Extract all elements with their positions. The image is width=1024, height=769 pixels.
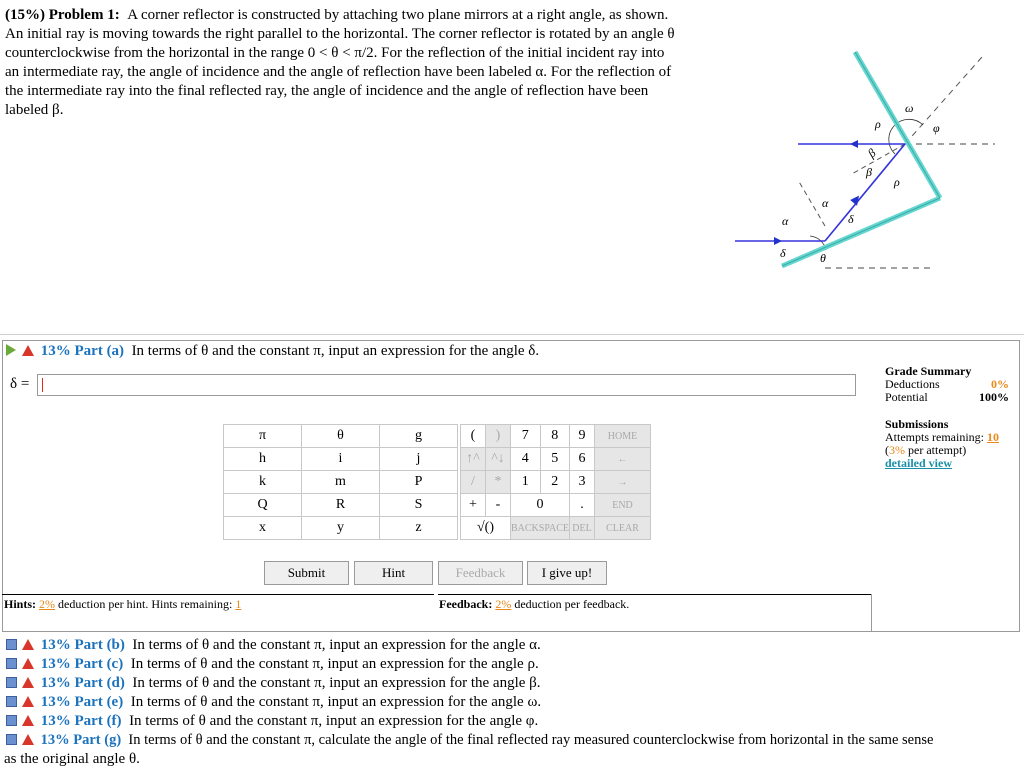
collapsed-icon[interactable] [6,639,17,650]
potential-label: Potential [885,390,928,404]
key-j[interactable]: j [380,448,458,471]
deductions-label: Deductions [885,377,940,391]
attempts-label: Attempts remaining: [885,430,984,444]
warning-icon [22,734,34,745]
part-percent: 13% [40,732,70,748]
key-9[interactable]: 9 [570,425,595,448]
part-prompt: In terms of θ and the constant π, input an expression for the angle δ. [131,343,540,359]
key-decimal[interactable]: . [570,494,595,517]
per-attempt-text: per attempt) [908,443,967,457]
per-attempt-pct: 3% [889,443,905,457]
key-right-arrow[interactable]: → [595,471,651,494]
key-3[interactable]: 3 [570,471,595,494]
grade-summary: Grade Summary Deductions 0% Potential 100% Submissions Attempts remaining: 10 (3% per attempt) detailed view [885,364,1009,470]
key-plus[interactable]: + [461,494,486,517]
key-8[interactable]: 8 [540,425,570,448]
key-S[interactable]: S [380,494,458,517]
problem-line: An initial ray is moving towards the right parallel to the horizontal. The corner reflector is rotated by an angle θ [5,26,675,42]
collapsed-icon[interactable] [6,677,17,688]
part-prompt: In terms of θ and the constant π, input an expression for the angle ω. [130,694,542,710]
key-0[interactable]: 0 [511,494,570,517]
hints-label: Hints: [4,597,37,611]
potential-value: 100% [979,390,1009,404]
problem-line: A corner reflector is constructed by attaching two plane mirrors at a right angle, as shown. [127,7,669,23]
diagram-label-alpha: α [782,214,789,228]
problem-statement [5,6,720,120]
part-g-header[interactable] [6,732,933,749]
part-g-prompt-cont: as the original angle θ. [4,751,140,767]
diagram-label-phi: φ [933,121,940,135]
key-close-paren[interactable]: ) [486,425,511,448]
divider [438,594,872,595]
hints-text: deduction per hint. Hints remaining: [58,597,233,611]
key-theta[interactable]: θ [302,425,380,448]
diagram-label-theta: θ [820,251,826,265]
diagram-label-rho: ρ [894,175,900,189]
key-down-arrow[interactable]: ^↓ [486,448,511,471]
key-backspace[interactable]: BACKSPACE [511,517,570,540]
warning-icon [22,715,34,726]
submit-button[interactable]: Submit [264,561,349,585]
attempts-value: 10 [986,430,999,444]
part-prompt: In terms of θ and the constant π, input an expression for the angle β. [132,675,541,691]
key-2[interactable]: 2 [540,471,570,494]
part-percent: 13% [40,343,71,359]
key-up-arrow[interactable]: ↑^ [461,448,486,471]
grade-title: Grade Summary [885,364,972,378]
key-minus[interactable]: - [486,494,511,517]
text-cursor [42,378,43,392]
diagram-label-delta: δ [780,246,786,260]
key-x[interactable]: x [224,517,302,540]
key-pi[interactable]: π [224,425,302,448]
part-label: Part (d) [74,675,125,691]
part-percent: 13% [40,694,71,710]
collapsed-icon[interactable] [6,734,17,745]
problem-line: counterclockwise from the horizontal in the range 0 < θ < π/2. For the reflection of the initial incident ray into [5,45,665,61]
feedback-text: deduction per feedback. [514,597,630,611]
feedback-label: Feedback: [439,597,493,611]
expand-arrow-icon[interactable] [6,344,16,356]
key-1[interactable]: 1 [511,471,541,494]
hints-info [4,597,241,612]
part-label: Part (e) [74,694,124,710]
ray-arrow-icon [850,193,863,206]
key-y[interactable]: y [302,517,380,540]
warning-icon [22,658,34,669]
key-clear[interactable]: CLEAR [595,517,651,540]
intermediate-ray [825,144,905,241]
warning-icon [22,696,34,707]
answer-label: δ = [10,376,30,392]
feedback-deduction: 2% [495,597,512,611]
diagram-label-rho: ρ [875,117,881,131]
diagram-label-beta: β [864,145,879,161]
key-end[interactable]: END [595,494,651,517]
problem-header: (15%) Problem 1: [5,7,120,23]
problem-line: an intermediate ray, the angle of incidence and the angle of reflection have been labeled α. For the reflection of [5,64,672,80]
normal-line [850,144,905,175]
warning-icon [22,345,34,356]
feedback-button[interactable]: Feedback [438,561,523,585]
part-label: Part (f) [74,713,122,729]
submissions-title: Submissions [885,417,949,431]
normal-line [798,180,825,226]
warning-icon [22,639,34,650]
warning-icon [22,677,34,688]
mirror-extension-line [905,57,982,144]
part-percent: 13% [40,656,71,672]
divider [871,594,872,632]
part-percent: 13% [40,637,71,653]
part-f-header[interactable] [6,713,538,730]
part-b-header[interactable] [6,637,541,654]
part-percent: 13% [40,675,71,691]
numeric-keypad [460,424,651,540]
key-5[interactable]: 5 [540,448,570,471]
answer-input[interactable] [37,374,856,396]
key-open-paren[interactable]: ( [461,425,486,448]
key-left-arrow[interactable]: ← [595,448,651,471]
key-sqrt[interactable]: √() [461,517,511,540]
diagram-label-alpha: α [822,196,829,210]
key-6[interactable]: 6 [570,448,595,471]
key-i[interactable]: i [302,448,380,471]
divider [2,594,434,595]
part-label: Part (a) [74,343,125,359]
key-P[interactable]: P [380,471,458,494]
collapsed-icon[interactable] [6,715,17,726]
collapsed-icon[interactable] [6,658,17,669]
part-percent: 13% [40,713,71,729]
hints-remaining: 1 [235,597,242,611]
diagram-label-delta: δ [848,212,854,226]
key-m[interactable]: m [302,471,380,494]
diagram-label-omega: ω [905,101,914,115]
key-z[interactable]: z [380,517,458,540]
ray-arrow-icon [774,237,782,245]
part-prompt: In terms of θ and the constant π, input an expression for the angle φ. [129,713,539,729]
part-a-header[interactable] [6,343,539,360]
key-multiply[interactable]: * [486,471,511,494]
key-k[interactable]: k [224,471,302,494]
part-prompt: In terms of θ and the constant π, input an expression for the angle ρ. [130,656,539,672]
part-prompt: In terms of θ and the constant π, input an expression for the angle α. [132,637,541,653]
key-home[interactable]: HOME [595,425,651,448]
detailed-view-link[interactable]: detailed view [885,456,952,470]
part-prompt: In terms of θ and the constant π, calculate the angle of the final reflected ray measured counterclockwise from horizontal in the same sense [128,732,934,748]
key-4[interactable]: 4 [511,448,541,471]
corner-reflector-diagram [725,40,1000,280]
give-up-button[interactable]: I give up! [527,561,607,585]
part-label: Part (b) [74,637,125,653]
key-h[interactable]: h [224,448,302,471]
deductions-value: 0% [991,377,1009,391]
divider [0,334,1024,335]
ray-arrow-icon [850,140,858,148]
part-c-header[interactable] [6,656,539,673]
hint-deduction: 2% [39,597,56,611]
part-label: Part (c) [74,656,124,672]
key-g[interactable]: g [380,425,458,448]
key-divide[interactable]: / [461,471,486,494]
feedback-info [439,597,629,612]
problem-line: the intermediate ray into the final reflected ray, the angle of incidence and the angle of reflection have been [5,83,649,99]
variable-keypad [223,424,458,540]
collapsed-icon[interactable] [6,696,17,707]
part-e-header[interactable] [6,694,541,711]
hint-button[interactable]: Hint [354,561,433,585]
key-7[interactable]: 7 [511,425,541,448]
part-d-header[interactable] [6,675,541,692]
key-delete[interactable]: DEL [570,517,595,540]
problem-line: labeled β. [5,102,64,118]
key-R[interactable]: R [302,494,380,517]
part-label: Part (g) [73,732,122,748]
key-Q[interactable]: Q [224,494,302,517]
diagram-label-beta: β [866,165,872,179]
